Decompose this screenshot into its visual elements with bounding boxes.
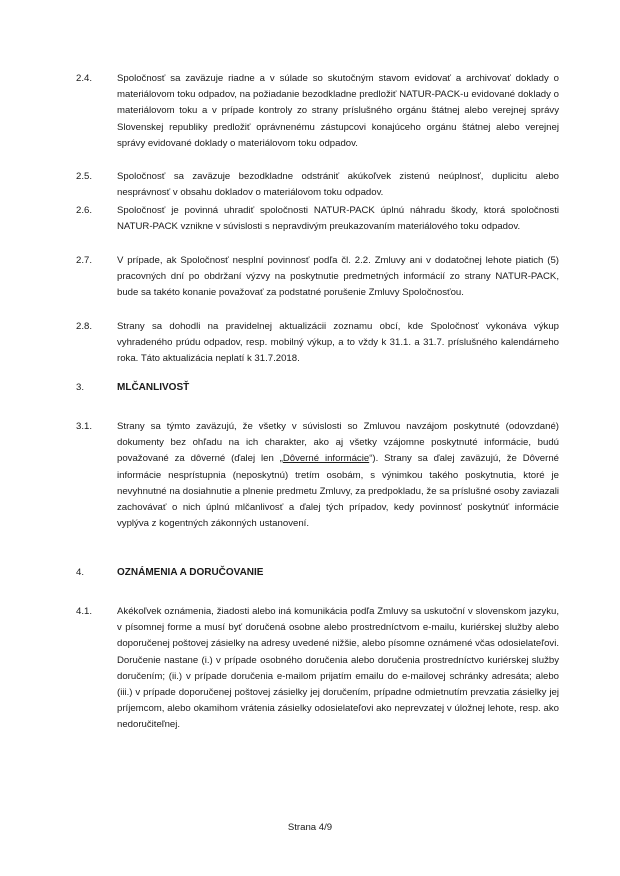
section-title: OZNÁMENIA A DORUČOVANIE <box>117 567 264 578</box>
clause-text: Strany sa dohodli na pravidelnej aktualizácii zoznamu obcí, kde Spoločnosť vykonáva výkup vyhradeného prúdu odpadov, resp. mobilný výkup, a to vždy k 31.1. a 31.7. príslušného kalendárneho roka. Táto aktualizácia neplatí k 31.7.2018. <box>117 321 559 365</box>
clause-number: 2.7. <box>76 255 93 266</box>
clause-number: 2.4. <box>76 73 93 84</box>
clause-text <box>117 419 559 532</box>
clause-number: 2.5. <box>76 171 93 182</box>
clause-text: Spoločnosť je povinná uhradiť spoločnosti NATUR-PACK úplnú náhradu škody, ktorá spoločnosti NATUR-PACK vznikne v súvislosti s nepravdivým preukazovaním materiálového toku odpadov. <box>117 205 559 233</box>
page-number: Strana 4/9 <box>287 822 333 833</box>
clause-text: V prípade, ak Spoločnosť nesplní povinnosť podľa čl. 2.2. Zmluvy ani v dodatočnej lehote piatich (5) pracovných dní po obdržaní výzvy na poskytnutie predmetných informácií zo strany NATUR-PACK, bude sa takéto konanie považovať za podstatné porušenie Zmluvy Spoločnosťou. <box>117 255 559 299</box>
section-number: 4. <box>76 567 85 578</box>
clause-text: Spoločnosť sa zaväzuje riadne a v súlade so skutočným stavom evidovať a archivovať doklady o materiálovom toku odpadov, na požiadanie bezodkladne predložiť NATUR-PACK-u evidované doklady o materiálovom toku a v prípade kontroly zo strany príslušného orgánu štátnej alebo verejnej správy Slovenskej republiky predložiť oprávnenému zástupcovi konajúceho orgánu štátnej alebo verejnej správy evidované doklady o materiálovom toku odpadov. <box>117 73 559 149</box>
clause-text: Spoločnosť sa zaväzuje bezodkladne odstrániť akúkoľvek zistenú neúplnosť, duplicitu alebo nesprávnosť v obsahu dokladov o materiálovom toku odpadov. <box>117 171 559 199</box>
clause-number: 2.8. <box>76 321 93 332</box>
clause-number: 3.1. <box>76 421 93 432</box>
clause-text: Akékoľvek oznámenia, žiadosti alebo iná komunikácia podľa Zmluvy sa uskutoční v slovenskom jazyku, v písomnej forme a musí byť doručená osobne alebo prostredníctvom e-mailu, kuriérskej služby alebo doporučenej poštovej zásielky na adresy uvedené nižšie, alebo písomne oznámené včas odosielateľovi. Doručenie nastane (i.) v prípade osobného doručenia alebo doručenia prostredníctvo kuriérskej služby doručením; (ii.) v prípade doručenia e-mailom prijatím emailu do e-mailovej schránky adresáta; alebo (iii.) v prípade doporučenej poštovej zásielky jej doručením, prípadne odmietnutím prevzatia zásielky jej príjemcom, alebo okamihom vrátenia zásielky odosielateľovi ako neprevzatej v úložnej lehote, resp. ako nedoručiteľnej. <box>117 606 559 731</box>
section-number: 3. <box>76 382 85 393</box>
clause-number: 2.6. <box>76 205 93 216</box>
clause-text-part: Strany sa týmto zaväzujú, že všetky v súvislosti so Zmluvou navzájom poskytnuté (odovzdané) dokumenty bez ohľadu na ich charakter, ako aj všetky vzájomne poskytnuté informácie, budú považované za dôverné (ďalej len „ <box>117 421 559 465</box>
defined-term: Dôverné informácie <box>282 453 370 465</box>
clause-text-part: “). Strany sa ďalej zaväzujú, že Dôverné informácie nesprístupnia (neposkytnú) tretím osobám, s výnimkou takého poskytnutia, ktoré je nevyhnutné na dosiahnutie a plnenie predmetu Zmluvy, za predpokladu, že sa príslušné osoby zaviazali zachovávať o nich úplnú mlčanlivosť a ďalej tých prípadov, kedy povinnosť poskytnúť informácie vyplýva z kogentných zákonných ustanovení. <box>117 453 559 530</box>
section-title: MLČANLIVOSŤ <box>117 382 190 393</box>
clause-number: 4.1. <box>76 606 93 617</box>
